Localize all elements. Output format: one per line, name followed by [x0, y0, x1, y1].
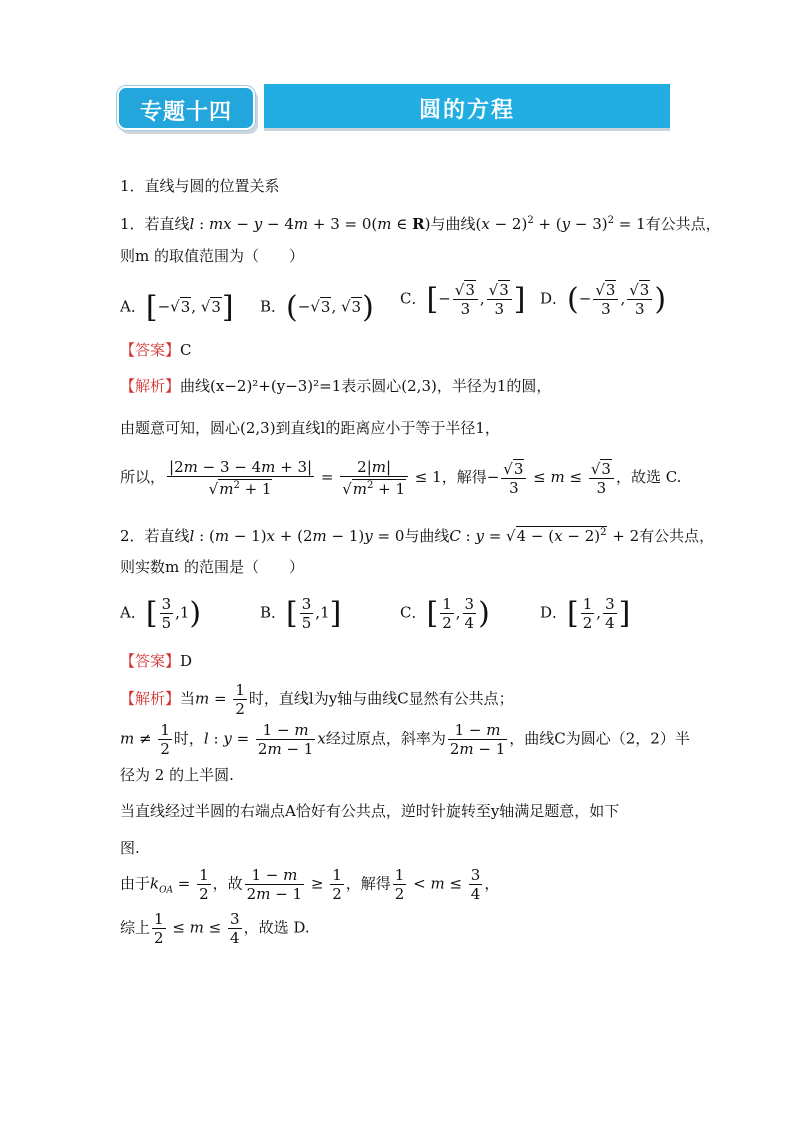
section-title: 1．直线与圆的位置关系	[120, 177, 280, 195]
q2-analysis-line3: 径为 2 的上半圆.	[120, 766, 234, 784]
q2-option-c: C．[ $\frac{1}{2}$ , $\frac{3}{4}$ )	[400, 595, 490, 632]
topic-number-label: 专题十四	[139, 100, 232, 125]
q1-analysis-line1: 【解析】曲线(x−2)²+(y−3)²=1表示圆心(2,3)，半径为1的圆，	[120, 377, 552, 395]
q2-analysis-line5: 图.	[120, 839, 140, 857]
q1-stem-line2: 则m 的取值范围为（ ）	[120, 247, 304, 265]
q2-answer-line	[120, 651, 192, 671]
q1-option-b: B．(−√3, √3)	[260, 290, 374, 325]
q2-option-d: D．[ $\frac{1}{2}$ , $\frac{3}{4}$ ]	[540, 595, 631, 632]
q1-stem-line1: 1．若直线l : mx − y − 4m + 3 = 0(m ∈ R)与曲线$(x - 2)^2 + (y - 3)^2 = 1$有公共点，	[120, 215, 721, 233]
q1-option-c: C．[− $\frac{√3}{3}$ , $\frac{√3}{3}$ ]	[400, 281, 526, 318]
q2-stem-prefix: 2．若直线	[120, 527, 190, 545]
q2-analysis-line1: 【解析】当m = $\frac{1}{2}$ 时，直线l为y轴与曲线C显然有公共点；	[120, 681, 514, 718]
topic-title-bar	[264, 84, 670, 128]
q2-answer-tag: 【答案】	[120, 652, 181, 670]
q2-analysis-line7: 综上 $\frac{1}{2}$ ≤ m ≤ $\frac{3}{4}$ ，故选 D.	[120, 910, 310, 947]
q2-answer: D	[180, 652, 193, 670]
q1-analysis-tag: 【解析】	[120, 377, 181, 395]
q2-analysis-line2: m ≠ $\frac{1}{2}$ 时，l : y = $\frac{1 - m}{2m - 1}$ x经过原点，斜率为 $\frac{1 - m}{2m - 1}$ ，曲线C为圆心（2，2）半	[120, 721, 690, 758]
q1-option-a: A．[−√3, √3]	[120, 290, 234, 325]
q1-analysis-line3: 所以， $\frac{|2m - 3 - 4m + 3|}{√m^2 + 1}$ = $\frac{2|m|}{√m^2 + 1}$ ≤ 1，解得− $\frac{√3}{3}$ ≤ m ≤ $\frac{√3}{3}$ ，故选 C.	[120, 458, 682, 498]
q2-option-b: B．[ $\frac{3}{5}$ ,1]	[260, 595, 342, 632]
topic-number-tab	[117, 86, 255, 130]
title-bar-shadow	[264, 128, 670, 131]
q2-stem-line2: 则实数m 的范围是（ ）	[120, 558, 304, 576]
q1-option-d: D．(− $\frac{√3}{3}$ , $\frac{√3}{3}$ )	[540, 281, 667, 318]
q2-stem-line1: 2．若直线l : (m − 1)x + (2m − 1)y = 0与曲线C : $y = √4 - (x - 2)^2 + 2$有公共点，	[120, 527, 715, 545]
q1-stem-prefix: 1．若直线	[120, 215, 190, 233]
q1-answer-line	[120, 340, 192, 360]
q2-analysis-line6: 由于$k_{OA}$ = $\frac{1}{2}$ ，故 $\frac{1 - m}{2m - 1}$ ≥ $\frac{1}{2}$ ，解得 $\frac{1}{2}$ < m ≤ $\frac{3}{4}$ ，	[120, 866, 500, 903]
q2-analysis-line4: 当直线经过半圆的右端点A恰好有公共点，逆时针旋转至y轴满足题意，如下	[120, 802, 620, 820]
q1-analysis-line2: 由题意可知，圆心(2,3)到直线l的距离应小于等于半径1，	[120, 419, 500, 437]
q2-stem-suffix: 有公共点，	[639, 527, 715, 545]
topic-title: 圆的方程	[418, 98, 515, 123]
q1-stem-suffix: 有公共点，	[645, 215, 721, 233]
q2-analysis-tag: 【解析】	[120, 689, 181, 708]
q2-option-a: A．[ $\frac{3}{5}$ ,1)	[120, 595, 202, 632]
q1-answer-tag: 【答案】	[120, 341, 181, 359]
q1-answer: C	[180, 341, 192, 359]
